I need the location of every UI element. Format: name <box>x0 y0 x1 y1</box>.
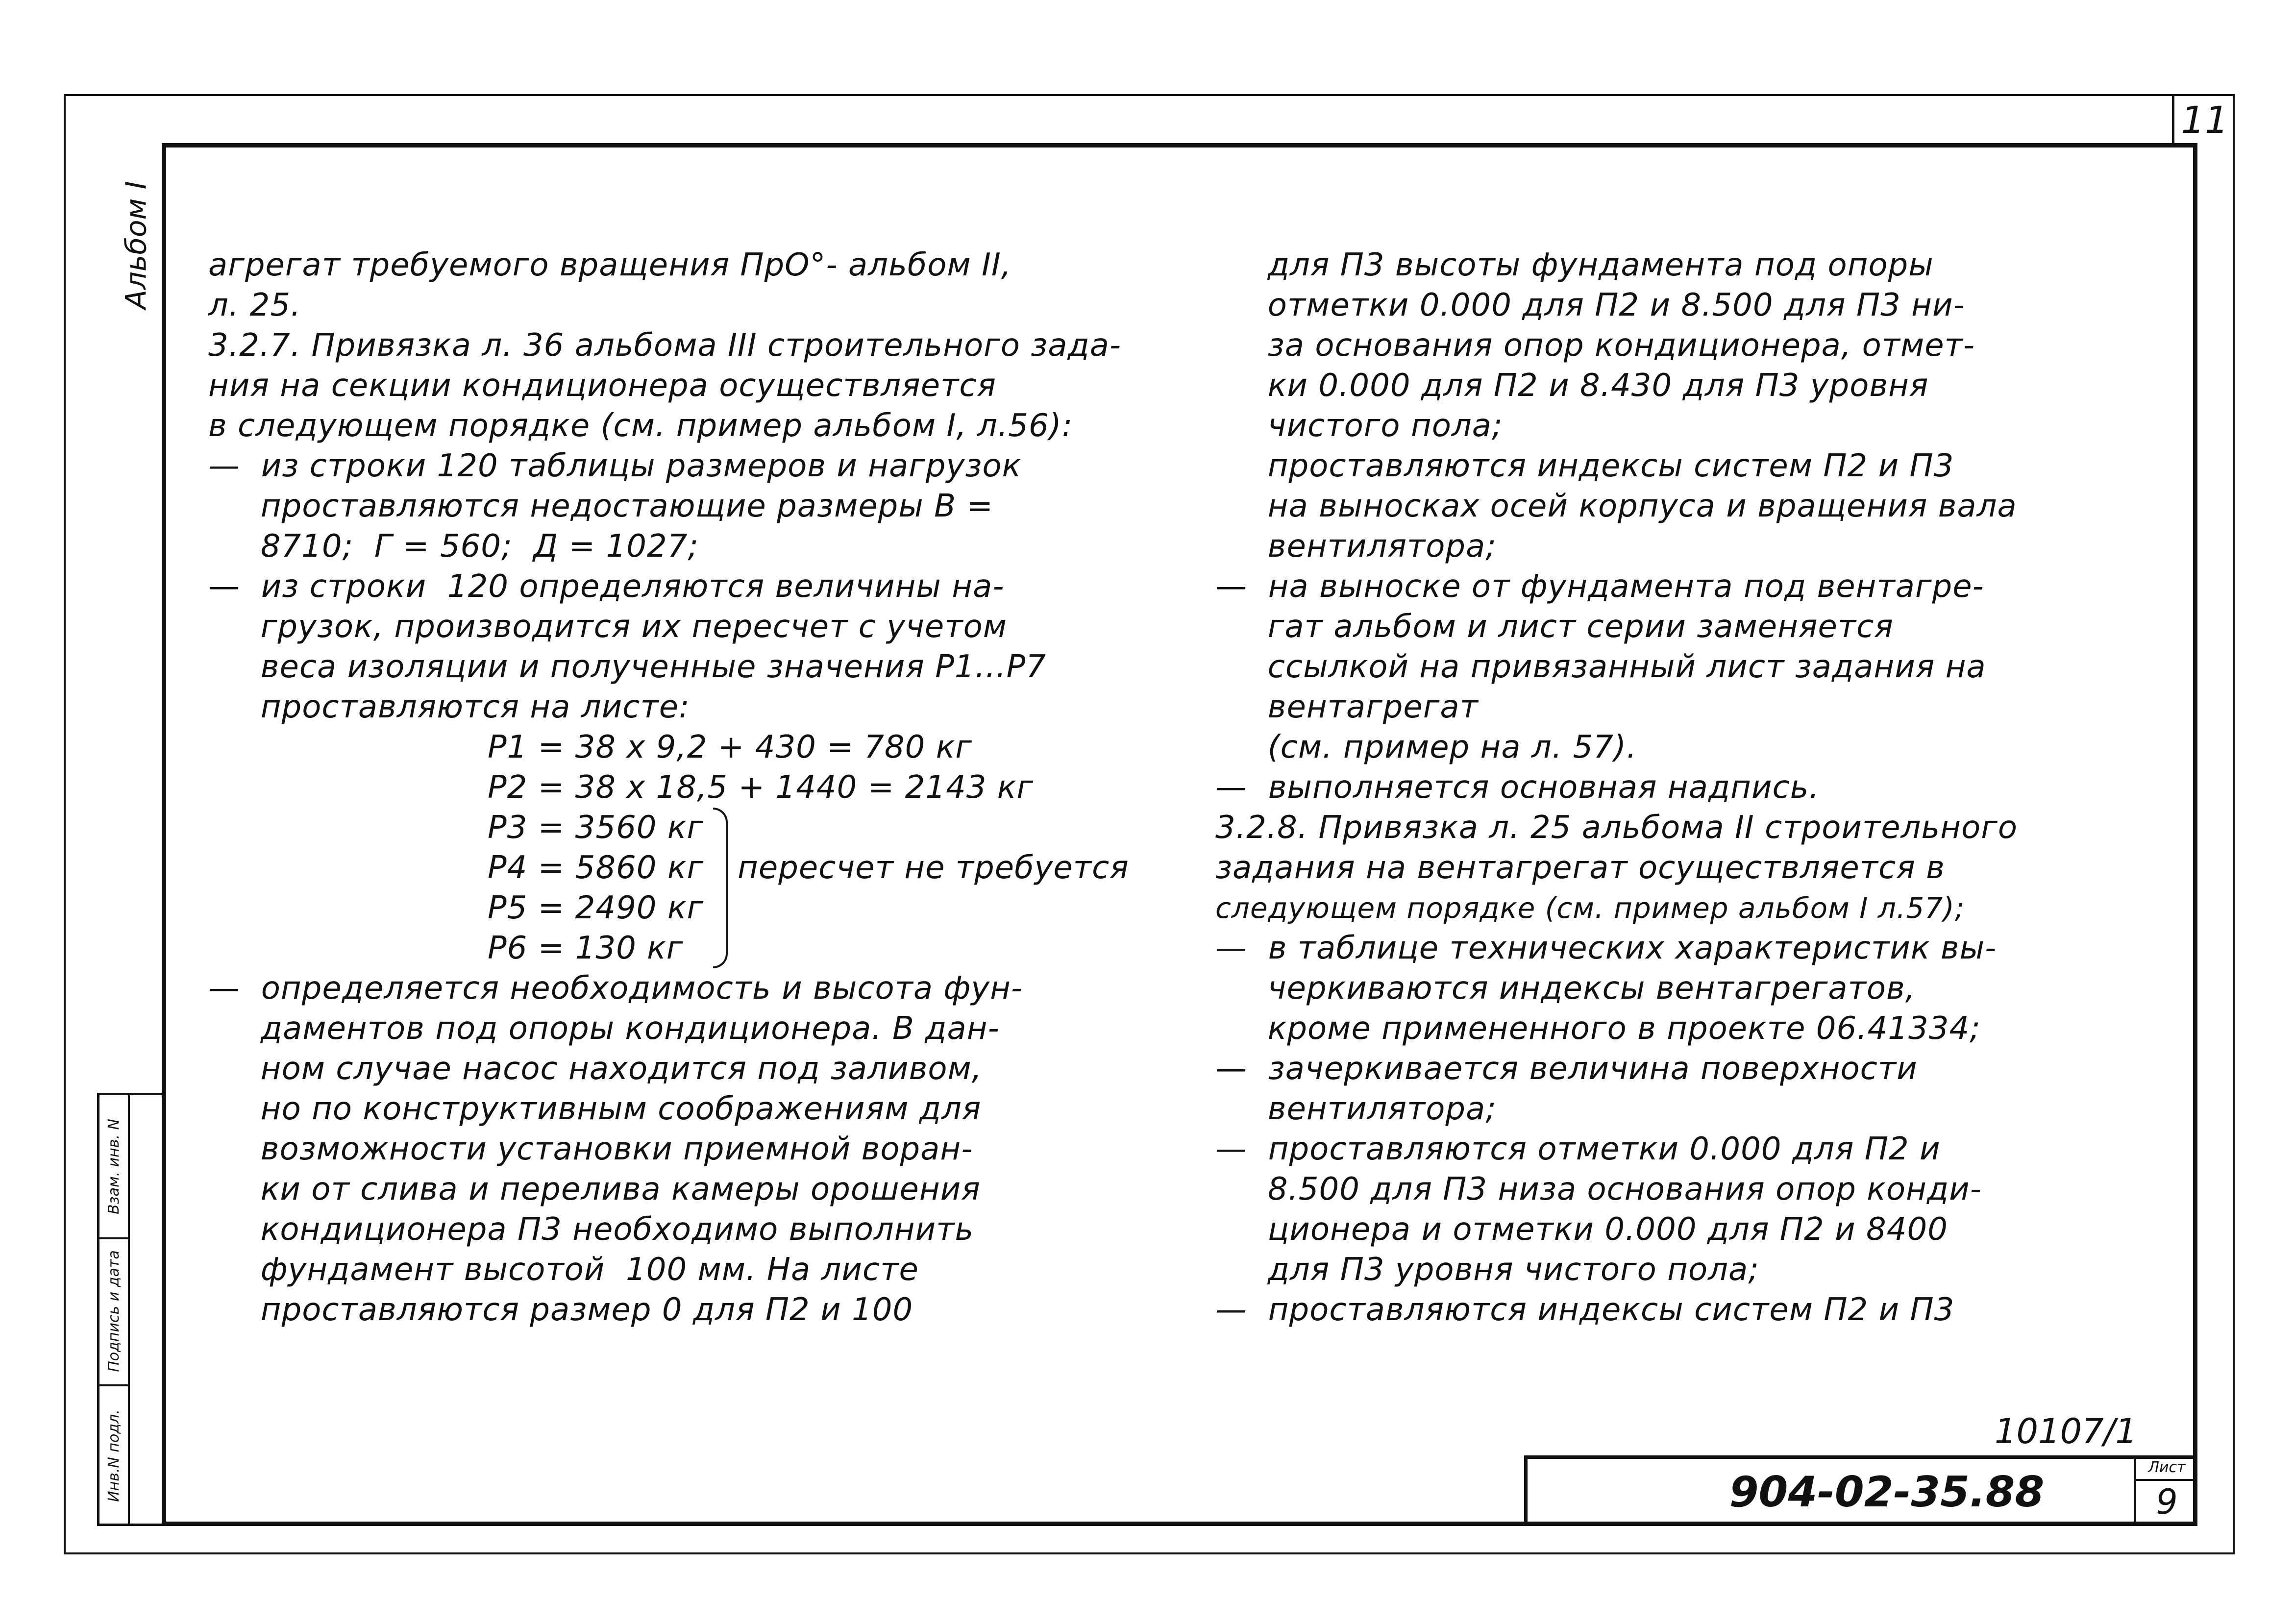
text-line: гат альбом и лист серии заменяется <box>1215 609 1894 645</box>
page-number: 11 <box>2172 96 2235 143</box>
text-line: 3.2.8. Привязка л. 25 альбома II строительного <box>1215 810 2018 846</box>
load-values-block <box>208 808 1169 968</box>
document-code: 904-02-35.88 <box>1729 1468 2045 1517</box>
text-line: 3.2.7. Привязка л. 36 альбома III строительного зада- <box>208 327 1122 364</box>
text-line: ссылкой на привязанный лист задания на <box>1215 649 1986 685</box>
formula-line: Р4 = 5860 кг <box>488 850 704 886</box>
text-line: вентилятора; <box>1215 528 1497 565</box>
trim-line-top <box>64 94 2235 96</box>
text-line: даментов под опоры кондиционера. В дан- <box>208 1010 1000 1047</box>
text-line: на выносках осей корпуса и вращения вала <box>1215 488 2017 524</box>
text-line: проставляются размер 0 для П2 и 100 <box>208 1292 913 1328</box>
formula-line: Р2 = 38 х 18,5 + 1440 = 2143 кг <box>488 769 1034 806</box>
text-line: задания на вентагрегат осуществляется в <box>1215 850 1945 886</box>
text-line: кроме примененного в проекте 06.41334; <box>1215 1010 1981 1047</box>
text-line: агрегат требуемого вращения ПрО°- альбом II, <box>208 247 1012 283</box>
text-line: ки 0.000 для П2 и 8.430 для П3 уровня <box>1215 368 1929 404</box>
curly-brace <box>713 808 728 968</box>
text-line: — из строки 120 таблицы размеров и нагрузок <box>208 448 1022 484</box>
text-line: ном случае насос находится под заливом, <box>208 1051 983 1087</box>
text-line: — проставляются индексы систем П2 и П3 <box>1215 1292 1955 1328</box>
text-line: но по конструктивным соображениям для <box>208 1091 982 1127</box>
trim-line-right <box>2233 94 2235 1554</box>
formula-line: Р5 = 2490 кг <box>488 890 704 926</box>
text-line: проставляются недостающие размеры В = <box>208 488 994 524</box>
text-line: для П3 уровня чистого пола; <box>1215 1252 1759 1288</box>
text-line: ки от слива и перелива камеры орошения <box>208 1171 981 1207</box>
text-line: (см. пример на л. 57). <box>1215 729 1637 765</box>
sheet-cell <box>2134 1455 2197 1526</box>
text-line: — определяется необходимость и высота фун- <box>208 970 1023 1007</box>
side-label-inv: Инв.N подл. <box>105 1409 123 1502</box>
sheet-label: Лист <box>2136 1455 2197 1481</box>
side-label-replace: Взам. инв. N <box>105 1118 123 1214</box>
text-line: вентагрегат <box>1215 689 1479 725</box>
text-line: возможности установки приемной воран- <box>208 1131 973 1167</box>
side-label-sign: Подпись и дата <box>105 1250 123 1372</box>
formula-line: Р1 = 38 х 9,2 + 430 = 780 кг <box>488 729 972 765</box>
text-line: ния на секции кондиционера осуществляется <box>208 368 997 404</box>
order-number: 10107/1 <box>1995 1411 2137 1452</box>
formula-line: Р6 = 130 кг <box>488 930 684 966</box>
text-line: л. 25. <box>208 287 301 323</box>
sheet-number: 9 <box>2156 1482 2178 1522</box>
text-line: отметки 0.000 для П2 и 8.500 для П3 ни- <box>1215 287 1965 323</box>
text-line: веса изоляции и полученные значения Р1...Р7 <box>208 649 1046 685</box>
text-line: за основания опор кондиционера, отмет- <box>1215 327 1975 364</box>
text-line: — зачеркивается величина поверхности <box>1215 1051 1918 1087</box>
text-line: проставляются индексы систем П2 и П3 <box>1215 448 1954 484</box>
text-line: грузок, производится их пересчет с учетом <box>208 609 1007 645</box>
text-line: — выполняется основная надпись. <box>1215 769 1820 806</box>
text-line: в следующем порядке (см. пример альбом I, л.56): <box>208 408 1073 444</box>
text-line: фундамент высотой 100 мм. На листе <box>208 1252 919 1288</box>
formula-line: Р3 = 3560 кг <box>488 810 704 846</box>
brace-note: пересчет не требуется <box>738 850 1129 886</box>
text-line: вентилятора; <box>1215 1091 1497 1127</box>
text-line: черкиваются индексы вентагрегатов, <box>1215 970 1916 1007</box>
text-line: 8710; Г = 560; Д = 1027; <box>208 528 699 565</box>
right-column <box>1215 245 2176 1330</box>
side-stamp-table <box>97 1093 162 1526</box>
text-line: чистого пола; <box>1215 408 1503 444</box>
text-line: кондиционера П3 необходимо выполнить <box>208 1211 974 1248</box>
trim-line-bottom <box>64 1552 2235 1554</box>
text-line: следующем порядке (см. пример альбом I л.57); <box>1215 891 1965 925</box>
text-line: — на выноске от фундамента под вентагре- <box>1215 568 1984 605</box>
text-line: — проставляются отметки 0.000 для П2 и <box>1215 1131 1941 1167</box>
text-line: для П3 высоты фундамента под опоры <box>1215 247 1934 283</box>
text-line: — в таблице технических характеристик вы- <box>1215 930 1997 966</box>
text-line: проставляются на листе: <box>208 689 690 725</box>
text-line: 8.500 для П3 низа основания опор конди- <box>1215 1171 1982 1207</box>
text-line: ционера и отметки 0.000 для П2 и 8400 <box>1215 1211 1948 1248</box>
left-column <box>208 245 1169 1330</box>
text-line: — из строки 120 определяются величины на- <box>208 568 1005 605</box>
side-album-title: Альбом I <box>120 181 153 309</box>
trim-line-left <box>64 94 66 1554</box>
